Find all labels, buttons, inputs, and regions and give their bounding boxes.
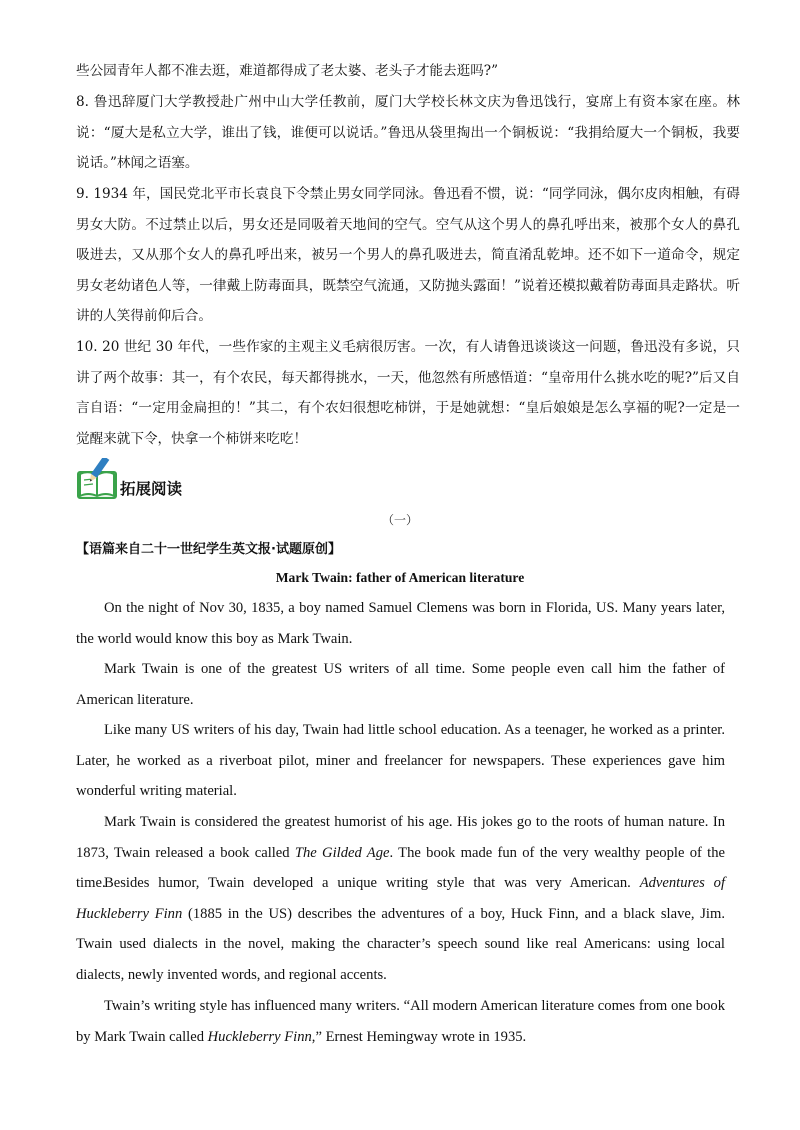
section-heading [76,456,182,500]
paragraph-item-9: 9. 1934 年，国民党北平市长袁良下令禁止男女同学同泳。鲁迅看不惯，说：“同学同泳，偶尔皮肉相触，有碍男女大防。不过禁止以后，男女还是同吸着天地间的空气。空气从这个男人的鼻孔呼出来，被那个女人的鼻孔吸进去，又从那个女人的鼻孔呼出来，被另一个男人的鼻孔吸进去，简直淆乱乾坤。还不如下一道命令，规定男女老幼诸色人等，一律戴上防毒面具，既禁空气流通，又防抛头露面！”说着还模拟戴着防毒面具走路状。听讲的人笑得前仰后合。 [76,186,740,324]
source-line: 【语篇来自二十一世纪学生英文报·试题原创】 [76,542,341,557]
article-paragraph-6 [76,991,725,1052]
paragraph-item-8: 8. 鲁迅辞厦门大学教授赴广州中山大学任教前，厦门大学校长林文庆为鲁迅饯行，宴席上有资本家在座。林说：“厦大是私立大学，谁出了钱，谁便可以说话。”鲁迅从袋里掏出一个铜板说：“我捐给厦大一个铜板，我要说话。”林闻之语塞。 [76,94,740,171]
text-run: Mark Twain is considered the greatest humorist of his age. His jokes go to the roots of human nature. In 1873, Twain released a book called [76,814,725,861]
book-title: Adventures of Huckleberry Finn [76,875,726,922]
article-paragraph-5 [76,868,725,990]
article-paragraph-3: Like many US writers of his day, Twain had little school education. As a teenager, he worked as a printer. Later, he worked as a riverboat pilot, miner and freelancer for newspapers. These experiences gave him wonderful writing material. [76,722,725,800]
text-run: Besides humor, Twain developed a unique writing style that was very American. [104,875,640,891]
book-title: The Gilded Age [294,844,390,861]
open-book-pencil-icon [76,458,118,500]
text-run: (1885 in the US) describes the adventures of a boy, Huck Finn, and a black slave, Jim. Twain used dialects in the novel, making the character’s speech sound like real Americans: using local dialects, newly invented words, and regional accents. [76,905,725,983]
paragraph-continuation: 些公园青年人都不准去逛，难道都得成了老太婆、老头子才能去逛吗?” [76,63,499,79]
text-run: . The book made fun of the very wealthy people of the time. [76,844,725,892]
article-paragraph-1: On the night of Nov 30, 1835, a boy named Samuel Clemens was born in Florida, US. Many years later, the world would know this boy as Mark Twain. [76,600,725,647]
book-title: Huckleberry Finn [207,1028,312,1045]
article-title: Mark Twain: father of American literature [275,570,525,585]
section-heading-text: 拓展阅读 [120,480,183,498]
text-run: ,” Ernest Hemingway wrote in 1935. [311,1028,527,1045]
section-number: （一） [381,513,418,527]
text-run: Twain’s writing style has influenced many writers. “All modern American literature comes from one book by Mark Twain called [76,998,725,1045]
article-paragraph-2: Mark Twain is one of the greatest US writers of all time. Some people even call him the father of American literature. [76,661,725,708]
paragraph-item-10: 10. 20 世纪 30 年代，一些作家的主观主义毛病很厉害。一次，有人请鲁迅谈谈这一问题，鲁迅没有多说，只讲了两个故事：其一，有个农民，每天都得挑水，一天，他忽然有所感悟道：“皇帝用什么挑水吃的呢?”后又自言自语：“一定用金扁担的！”其二，有个农妇很想吃柿饼，于是她就想：“皇后娘娘是怎么享福的呢?一定是一觉醒来就下令，快拿一个柿饼来吃吃！ [76,339,740,447]
